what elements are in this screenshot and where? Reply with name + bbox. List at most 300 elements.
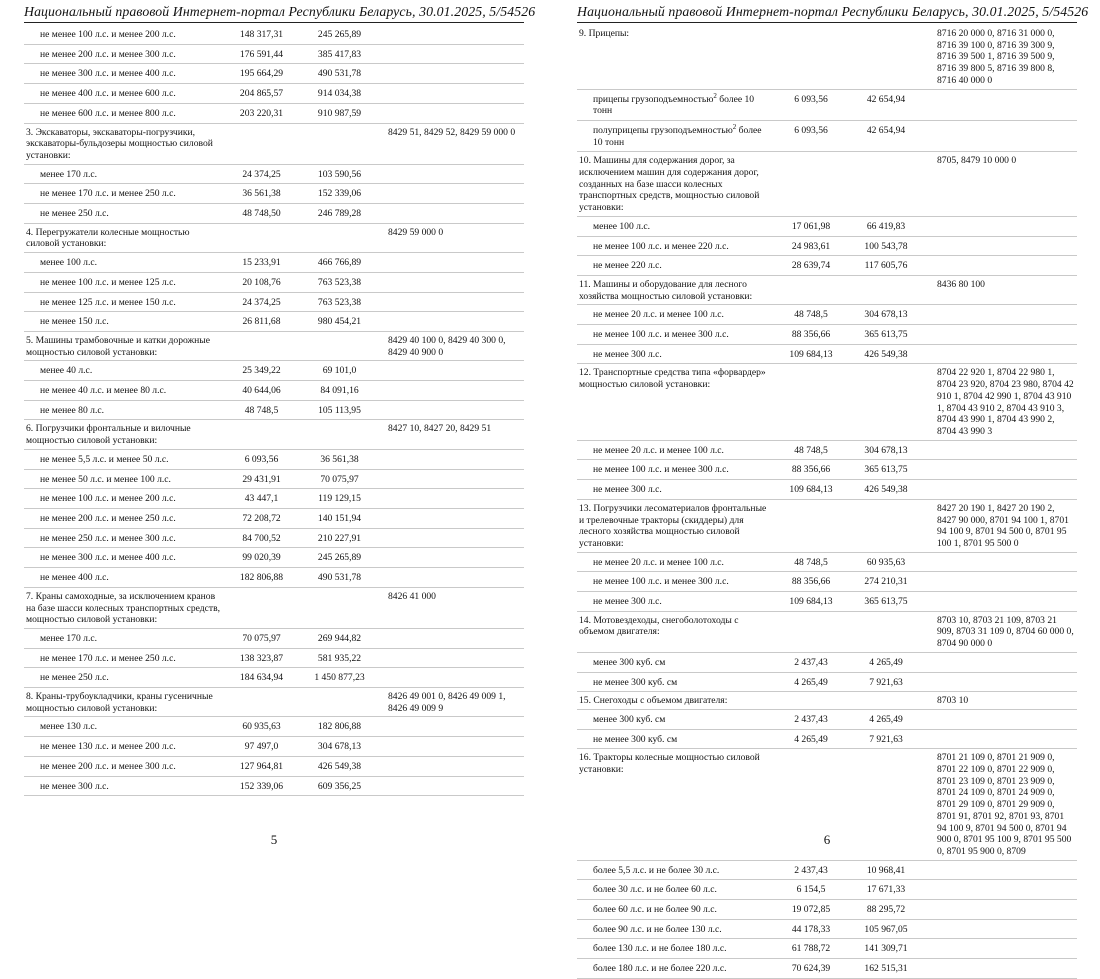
- min-value: 2 437,43: [794, 713, 828, 725]
- item-name: не менее 100 л.с. и менее 300 л.с.: [593, 464, 729, 476]
- min-value: [222, 224, 301, 252]
- category-row: [24, 332, 524, 361]
- category-name: 4. Перегружатели колесные мощностью силовой установки:: [26, 226, 190, 250]
- item-name: менее 130 л.с.: [40, 721, 98, 733]
- max-value: 246 789,28: [317, 208, 362, 220]
- tn-ved-codes: [378, 184, 524, 203]
- min-value: [222, 124, 301, 164]
- max-value: 304 678,13: [864, 309, 908, 321]
- min-value: 203 220,31: [239, 107, 284, 119]
- tn-ved-codes: 8427 10, 8427 20, 8429 51: [388, 423, 492, 435]
- tn-ved-codes: [378, 204, 524, 223]
- max-value: 245 265,89: [317, 552, 362, 564]
- table-row: [24, 649, 524, 669]
- item-name: более 60 л.с. и не более 90 л.с.: [593, 904, 717, 916]
- table-row: [24, 253, 524, 273]
- min-value: 152 339,06: [239, 780, 284, 792]
- item-name: не менее 400 л.с. и менее 600 л.с.: [40, 88, 176, 100]
- max-value: 426 549,38: [317, 760, 362, 772]
- min-value: 6 154,5: [796, 884, 826, 896]
- table-row: [24, 312, 524, 332]
- item-name: менее 300 куб. см: [593, 713, 666, 725]
- item-name: более 5,5 л.с. и не более 30 л.с.: [593, 864, 720, 876]
- min-value: 43 447,1: [244, 493, 279, 505]
- tn-ved-codes: 8703 10, 8703 21 109, 8703 21 909, 8703 31 109 0, 8704 60 000 0, 8704 90 000 0: [937, 614, 1074, 650]
- min-value: [775, 364, 847, 439]
- tn-ved-codes: [925, 653, 1077, 672]
- item-name: более 30 л.с. и не более 60 л.с.: [593, 884, 717, 896]
- category-name: 9. Прицепы:: [579, 28, 630, 39]
- max-value: 581 935,22: [317, 652, 362, 664]
- tn-ved-codes: 8429 40 100 0, 8429 40 300 0, 8429 40 900 0: [388, 334, 506, 358]
- item-name: не менее 125 л.с. и менее 150 л.с.: [40, 296, 176, 308]
- max-value: 105 113,95: [318, 404, 361, 416]
- table-row: [24, 450, 524, 470]
- min-value: 6 093,56: [244, 453, 279, 465]
- tn-ved-codes: [925, 959, 1077, 978]
- item-name-tail: более 10 тонн: [593, 124, 762, 148]
- min-value: 48 748,5: [244, 404, 279, 416]
- tn-ved-codes: [378, 401, 524, 420]
- tn-ved-codes: [925, 237, 1077, 256]
- item-name: не менее 300 л.с.: [593, 348, 662, 360]
- tn-ved-codes: [378, 84, 524, 103]
- page-number: 6: [823, 832, 831, 847]
- max-value: [847, 500, 925, 552]
- table-row: [24, 548, 524, 568]
- table-row: [24, 737, 524, 757]
- tn-ved-codes: [378, 361, 524, 380]
- item-name: не менее 200 л.с. и менее 300 л.с.: [40, 760, 176, 772]
- tn-ved-codes: 8426 41 000: [388, 590, 436, 602]
- min-value: [775, 692, 847, 709]
- min-value: 24 374,25: [242, 168, 281, 180]
- min-value: 88 356,66: [791, 464, 831, 476]
- min-value: 99 020,39: [242, 552, 281, 564]
- item-name-tail: более 10 тонн: [593, 93, 755, 117]
- max-value: 365 613,75: [864, 596, 908, 608]
- max-value: 7 921,63: [869, 676, 903, 688]
- table-row: [24, 84, 524, 104]
- tn-ved-codes: [378, 668, 524, 687]
- min-value: 195 664,29: [239, 68, 284, 80]
- max-value: 69 101,0: [322, 365, 357, 377]
- footnote-mark: 2: [713, 91, 717, 100]
- min-value: 40 644,06: [242, 385, 281, 397]
- tn-ved-codes: [925, 939, 1077, 958]
- item-name: не менее 100 л.с. и менее 200 л.с.: [40, 29, 176, 40]
- tn-ved-codes: [378, 717, 524, 736]
- item-name: не менее 300 л.с.: [593, 484, 662, 496]
- item-name: более 180 л.с. и не более 220 л.с.: [593, 963, 727, 975]
- tn-ved-codes: [925, 90, 1077, 120]
- min-value: 48 748,50: [242, 208, 281, 220]
- item-name: не менее 300 л.с. и менее 400 л.с.: [40, 552, 176, 564]
- max-value: [847, 152, 925, 216]
- tn-ved-codes: [378, 312, 524, 331]
- min-value: 182 806,88: [239, 572, 284, 584]
- item-name: не менее 20 л.с. и менее 100 л.с.: [593, 444, 724, 456]
- header-rule: [577, 22, 1077, 23]
- table-row: [577, 900, 1077, 920]
- table-row: [24, 757, 524, 777]
- max-value: 141 309,71: [864, 943, 908, 955]
- max-value: 66 419,83: [866, 220, 906, 232]
- max-value: [847, 612, 925, 652]
- max-value: [301, 224, 378, 252]
- table-row: [577, 217, 1077, 237]
- min-value: 148 317,31: [239, 29, 284, 40]
- tn-ved-codes: [925, 441, 1077, 460]
- max-value: 4 265,49: [869, 713, 903, 725]
- tn-ved-codes: [378, 45, 524, 64]
- tn-ved-codes: [378, 450, 524, 469]
- max-value: 100 543,78: [864, 240, 908, 252]
- table-row: [24, 204, 524, 224]
- page-number: 5: [270, 832, 278, 847]
- min-value: 127 964,81: [239, 760, 284, 772]
- table-row: [577, 861, 1077, 881]
- max-value: [847, 25, 925, 89]
- tn-ved-codes: 8429 51, 8429 52, 8429 59 000 0: [388, 126, 516, 138]
- table-row: [24, 361, 524, 381]
- tn-ved-codes: [378, 737, 524, 756]
- tn-ved-codes: [925, 121, 1077, 151]
- table-row: [577, 345, 1077, 365]
- item-name: не менее 300 л.с.: [40, 780, 109, 792]
- max-value: 152 339,06: [317, 188, 362, 200]
- min-value: 25 349,22: [242, 365, 281, 377]
- tn-ved-codes: [378, 529, 524, 548]
- max-value: 910 987,59: [317, 107, 362, 119]
- category-name: 7. Краны самоходные, за исключением кранов на базе шасси колесных транспортных средств, мощностью силовой установки:: [26, 590, 221, 626]
- table-row: [577, 460, 1077, 480]
- max-value: [301, 588, 378, 628]
- max-value: 140 151,94: [317, 512, 362, 524]
- tn-ved-codes: [378, 293, 524, 312]
- tn-ved-codes: [378, 489, 524, 508]
- tn-ved-codes: 8429 59 000 0: [388, 226, 444, 238]
- max-value: 182 806,88: [317, 721, 362, 733]
- table-row: [577, 325, 1077, 345]
- max-value: [301, 688, 378, 716]
- item-name: не менее 100 л.с. и менее 220 л.с.: [593, 240, 729, 252]
- table-row: [577, 939, 1077, 959]
- category-row: [577, 152, 1077, 217]
- item-name: более 90 л.с. и не более 130 л.с.: [593, 923, 722, 935]
- table-row: [24, 529, 524, 549]
- item-name: не менее 400 л.с.: [40, 572, 109, 584]
- max-value: 490 531,78: [317, 68, 362, 80]
- tn-ved-codes: [378, 381, 524, 400]
- category-name: 14. Мотовездеходы, снегоболотоходы с объемом двигателя:: [579, 614, 739, 638]
- min-value: 2 437,43: [794, 656, 828, 668]
- item-name: не менее 250 л.с.: [40, 208, 109, 220]
- min-value: 2 437,43: [794, 864, 828, 876]
- tn-ved-codes: [378, 25, 524, 44]
- category-name: 13. Погрузчики лесоматериалов фронтальные и трелевочные тракторы (скиддеры) для лесного хозяйства мощностью силовой установки:: [579, 502, 767, 549]
- min-value: 70 624,39: [791, 963, 831, 975]
- tn-ved-codes: 8701 21 109 0, 8701 21 909 0, 8701 22 109 0, 8701 22 909 0, 8701 23 109 0, 8701 23 909 0, 8701 24 109 0, 8701 24 909 0, 8701 29 109 0, 8701 29 909 0, 8701 91, 8701 92, 8701 93, 8701 94 100 9, 8701 94 500 0, 8701 94 900 0, 8701 95 100 9, 8701 95 500 0, 8701 95 900 0, 8709: [937, 752, 1072, 857]
- min-value: 44 178,33: [791, 923, 831, 935]
- max-value: 10 968,41: [866, 864, 906, 876]
- max-value: 763 523,38: [317, 296, 362, 308]
- max-value: [847, 692, 925, 709]
- item-name-text: полуприцепы грузоподъемностью: [593, 124, 733, 136]
- page-gutter: [545, 0, 553, 849]
- category-name: 12. Транспортные средства типа «форвардер» мощностью силовой установки:: [579, 367, 766, 391]
- min-value: [775, 500, 847, 552]
- item-name: менее 40 л.с.: [40, 365, 93, 377]
- min-value: [775, 612, 847, 652]
- max-value: [847, 276, 925, 304]
- tn-ved-codes: [925, 217, 1077, 236]
- item-name: не менее 300 куб. см: [593, 733, 678, 745]
- tn-ved-codes: [378, 104, 524, 123]
- max-value: 162 515,31: [864, 963, 908, 975]
- tn-ved-codes: 8426 49 001 0, 8426 49 009 1, 8426 49 009 9: [388, 691, 506, 714]
- table-row: [577, 572, 1077, 592]
- max-value: 609 356,25: [317, 780, 362, 792]
- min-value: 15 233,91: [242, 257, 281, 269]
- min-value: 48 748,5: [794, 556, 828, 568]
- item-name: не менее 100 л.с. и менее 300 л.с.: [593, 576, 729, 588]
- tn-ved-codes: [925, 730, 1077, 749]
- tn-ved-codes: 8716 20 000 0, 8716 31 000 0, 8716 39 100 0, 8716 39 300 9, 8716 39 500 1, 8716 39 500 9, 8716 39 800 5, 8716 39 800 8, 8716 40 000 0: [937, 28, 1055, 86]
- table-row: [24, 273, 524, 293]
- item-name: не менее 300 л.с. и менее 400 л.с.: [40, 68, 176, 80]
- item-name: не менее 600 л.с. и менее 800 л.с.: [40, 107, 176, 119]
- min-value: 109 684,13: [789, 348, 833, 360]
- tn-ved-codes: [378, 548, 524, 567]
- item-name: не менее 300 л.с.: [593, 596, 662, 608]
- item-name: не менее 200 л.с. и менее 300 л.с.: [40, 48, 176, 60]
- table-row: [24, 165, 524, 185]
- min-value: [775, 25, 847, 89]
- item-name: не менее 80 л.с.: [40, 404, 105, 416]
- max-value: 365 613,75: [864, 464, 908, 476]
- max-value: [301, 420, 378, 448]
- category-row: [577, 500, 1077, 553]
- tn-ved-codes: [925, 480, 1077, 499]
- category-row: [577, 276, 1077, 305]
- min-value: 24 983,61: [791, 240, 831, 252]
- table-row: [577, 880, 1077, 900]
- max-value: 490 531,78: [317, 572, 362, 584]
- min-value: 184 634,94: [239, 672, 284, 684]
- tn-ved-codes: 8704 22 920 1, 8704 22 980 1, 8704 23 920, 8704 23 980, 8704 42 910 1, 8704 42 990 1, 8704 43 910 1, 8704 43 910 2, 8704 43 910 3, 8704 43 990 1, 8704 43 990 2, 8704 43 990 3: [937, 367, 1074, 437]
- footnote-mark: 2: [732, 122, 737, 131]
- tn-ved-codes: [925, 460, 1077, 479]
- category-name: 15. Снегоходы с объемом двигателя:: [579, 695, 728, 707]
- min-value: [222, 588, 301, 628]
- tn-ved-codes: [925, 345, 1077, 364]
- tn-ved-codes: [925, 256, 1077, 275]
- min-value: [775, 276, 847, 304]
- max-value: 245 265,89: [317, 29, 362, 40]
- tn-ved-codes: [925, 880, 1077, 899]
- min-value: 70 075,97: [242, 632, 281, 644]
- min-value: 6 093,56: [794, 93, 828, 105]
- tn-ved-codes: [378, 253, 524, 272]
- min-value: 17 061,98: [791, 220, 831, 232]
- item-name: не менее 170 л.с. и менее 250 л.с.: [40, 652, 176, 664]
- min-value: 6 093,56: [794, 124, 828, 136]
- tn-ved-codes: [378, 649, 524, 668]
- table-row: [24, 104, 524, 124]
- item-name: не менее 200 л.с. и менее 250 л.с.: [40, 512, 176, 524]
- table-row: [577, 237, 1077, 257]
- min-value: 109 684,13: [789, 484, 833, 496]
- max-value: 4 265,49: [869, 656, 903, 668]
- max-value: 105 967,05: [864, 923, 908, 935]
- category-row: [24, 420, 524, 449]
- tn-ved-codes: [925, 861, 1077, 880]
- max-value: 365 613,75: [864, 329, 908, 341]
- table-row: [577, 592, 1077, 612]
- item-name: не менее 170 л.с. и менее 250 л.с.: [40, 188, 176, 200]
- table-row: [24, 401, 524, 421]
- item-name: не менее 100 л.с. и менее 125 л.с.: [40, 276, 176, 288]
- tn-ved-codes: [925, 710, 1077, 729]
- max-value: 269 944,82: [317, 632, 362, 644]
- max-value: 274 210,31: [864, 576, 908, 588]
- table-row: [24, 489, 524, 509]
- min-value: [222, 688, 301, 716]
- item-name: менее 170 л.с.: [40, 632, 98, 644]
- tn-ved-codes: [925, 673, 1077, 692]
- item-name-text: прицепы грузоподъемностью: [593, 93, 714, 105]
- category-name: 10. Машины для содержания дорог, за исключением машин для содержания дорог, созданных на базе шасси колесных транспортных средств, мощностью силовой установки:: [579, 155, 760, 214]
- header-rule: [24, 22, 524, 23]
- table-row: [24, 568, 524, 588]
- tn-ved-codes: [378, 757, 524, 776]
- page-header: Национальный правовой Интернет-портал Республики Беларусь, 30.01.2025, 5/54526: [577, 4, 1089, 19]
- max-value: 1 450 877,23: [314, 672, 365, 684]
- tn-ved-codes: 8427 20 190 1, 8427 20 190 2, 8427 90 000, 8701 94 100 1, 8701 94 100 9, 8701 94 500 0, 8701 95 100 1, 8701 95 500 0: [937, 502, 1069, 549]
- category-name: 6. Погрузчики фронтальные и вилочные мощностью силовой установки:: [26, 423, 191, 447]
- table-row: [577, 653, 1077, 673]
- min-value: 204 865,57: [239, 88, 284, 100]
- min-value: 19 072,85: [791, 904, 831, 916]
- min-value: 48 748,5: [794, 309, 828, 321]
- min-value: 60 935,63: [242, 721, 281, 733]
- min-value: [775, 152, 847, 216]
- min-value: 84 700,52: [242, 532, 281, 544]
- max-value: 42 654,94: [866, 124, 906, 136]
- item-name: не менее 150 л.с.: [40, 316, 109, 328]
- tariff-table: [24, 25, 524, 796]
- max-value: [301, 124, 378, 164]
- table-row: [577, 256, 1077, 276]
- tn-ved-codes: [925, 900, 1077, 919]
- table-row: [24, 381, 524, 401]
- item-name: не менее 100 л.с. и менее 300 л.с.: [593, 329, 729, 341]
- tn-ved-codes: [925, 920, 1077, 939]
- item-name: не менее 20 л.с. и менее 100 л.с.: [593, 309, 724, 321]
- item-name: менее 100 л.с.: [593, 220, 651, 232]
- item-name: не менее 300 куб. см: [593, 676, 678, 688]
- table-row: [577, 441, 1077, 461]
- max-value: 426 549,38: [864, 484, 908, 496]
- item-name: не менее 220 л.с.: [593, 260, 662, 272]
- page-6: [553, 0, 1098, 975]
- item-name: не менее 130 л.с. и менее 200 л.с.: [40, 741, 176, 753]
- tn-ved-codes: [378, 470, 524, 489]
- tn-ved-codes: [378, 629, 524, 648]
- tn-ved-codes: [925, 572, 1077, 591]
- max-value: 60 935,63: [866, 556, 906, 568]
- tn-ved-codes: [378, 165, 524, 184]
- min-value: 88 356,66: [791, 576, 831, 588]
- min-value: [222, 332, 301, 360]
- category-row: [24, 688, 524, 717]
- max-value: 980 454,21: [317, 316, 362, 328]
- item-name: [577, 121, 775, 151]
- item-name: не менее 100 л.с. и менее 200 л.с.: [40, 493, 176, 505]
- table-row: [24, 470, 524, 490]
- table-row: [577, 121, 1077, 152]
- min-value: 4 265,49: [794, 676, 828, 688]
- min-value: 20 108,76: [242, 276, 281, 288]
- item-name: не менее 250 л.с. и менее 300 л.с.: [40, 532, 176, 544]
- max-value: 304 678,13: [864, 444, 908, 456]
- tn-ved-codes: [925, 592, 1077, 611]
- min-value: 97 497,0: [244, 741, 279, 753]
- category-name: 5. Машины трамбовочные и катки дорожные мощностью силовой установки:: [26, 334, 211, 358]
- category-row: [577, 25, 1077, 90]
- max-value: 84 091,16: [320, 385, 359, 397]
- min-value: 72 208,72: [242, 512, 281, 524]
- table-row: [577, 480, 1077, 500]
- table-row: [24, 629, 524, 649]
- tn-ved-codes: 8436 80 100: [937, 278, 985, 290]
- max-value: 304 678,13: [317, 741, 362, 753]
- page-header: Национальный правовой Интернет-портал Республики Беларусь, 30.01.2025, 5/54526: [24, 4, 536, 19]
- tn-ved-codes: [378, 64, 524, 83]
- min-value: 36 561,38: [242, 188, 281, 200]
- tn-ved-codes: [925, 553, 1077, 572]
- min-value: [222, 420, 301, 448]
- table-row: [24, 184, 524, 204]
- min-value: 61 788,72: [791, 943, 831, 955]
- table-row: [24, 45, 524, 65]
- max-value: 17 671,33: [866, 884, 906, 896]
- min-value: 24 374,25: [242, 296, 281, 308]
- max-value: [301, 332, 378, 360]
- tn-ved-codes: [925, 305, 1077, 324]
- category-row: [24, 588, 524, 629]
- table-row: [577, 730, 1077, 750]
- table-row: [577, 959, 1077, 979]
- max-value: 7 921,63: [869, 733, 903, 745]
- table-row: [577, 553, 1077, 573]
- min-value: 29 431,91: [242, 473, 281, 485]
- category-row: [24, 124, 524, 165]
- table-row: [24, 293, 524, 313]
- tn-ved-codes: [378, 777, 524, 796]
- table-row: [24, 668, 524, 688]
- max-value: 763 523,38: [317, 276, 362, 288]
- max-value: 36 561,38: [320, 453, 359, 465]
- min-value: 26 811,68: [242, 316, 281, 328]
- min-value: 138 323,87: [239, 652, 284, 664]
- table-row: [24, 25, 524, 45]
- min-value: 48 748,5: [794, 444, 828, 456]
- category-row: [577, 612, 1077, 653]
- category-name: 3. Экскаваторы, экскаваторы-погрузчики, экскаваторы-бульдозеры мощностью силовой установки:: [26, 126, 213, 161]
- table-row: [577, 710, 1077, 730]
